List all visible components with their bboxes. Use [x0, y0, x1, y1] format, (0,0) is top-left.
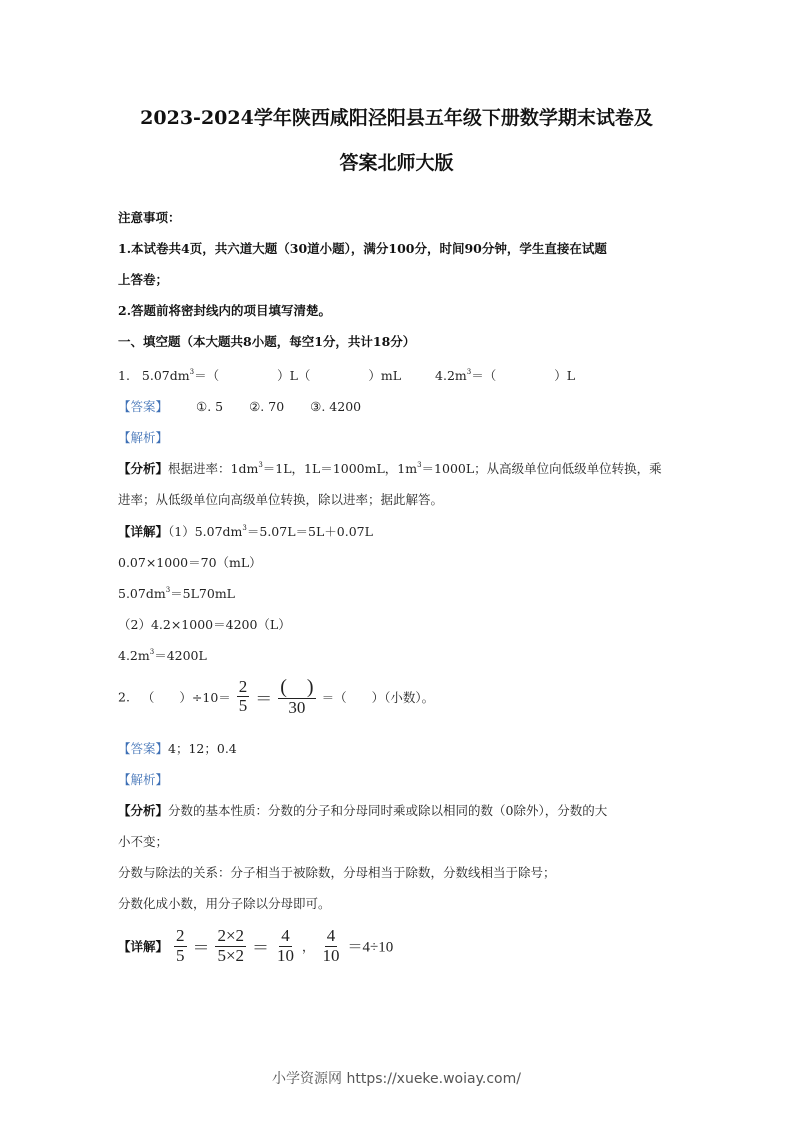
footer-watermark: 小学资源网 https://xueke.woiay.com/	[272, 1071, 521, 1087]
detail-1-calc1: 0.07×1000＝70（mL）	[118, 555, 262, 570]
fenxi-2-line3: 分数与除法的关系：分子相当于被除数，分母相当于除数，分数线相当于除号；	[118, 865, 556, 880]
fraction: $\frac{4}{10}$	[277, 926, 295, 965]
answer-2: ②. 70	[249, 399, 285, 414]
document-title-line1: 2023-2024学年陕西咸阳泾阳县五年级下册数学期末试卷及	[140, 107, 653, 129]
fraction: $\frac{2\times 2}{5\times 2}$	[217, 926, 245, 965]
document-title-line2: 答案北师大版	[339, 152, 454, 174]
fenxi-tag: 【分析】	[118, 803, 169, 818]
detail-1-calc4: $4.2m^3=4200L$	[118, 648, 207, 663]
detail-1-line1: 【详解】$(1)5.07dm^3=5.07L=5L+0.07L$	[118, 524, 373, 539]
fenxi-1-line1: 【分析】根据进率：$1dm^3=1L$，1L＝1000mL，$1m^3=1000L$；从高级单位向低级单位转换，乘	[118, 461, 662, 476]
fenxi-1-line2: 进率；从低级单位向高级单位转换，除以进率；据此解答。	[118, 492, 444, 507]
fraction: $\frac{4}{10}$	[322, 926, 340, 965]
fenxi-tag: 【分析】	[118, 461, 169, 476]
fraction-blank-30: $\frac{( )}{30}$	[280, 676, 314, 717]
answer-row-1	[118, 397, 361, 415]
section-1-heading: 一、填空题（本大题共8小题，每空1分，共计18分）	[118, 334, 416, 349]
notice-heading: 注意事项：	[118, 210, 181, 225]
analysis-tag-1: 【解析】	[118, 430, 169, 445]
analysis-tag-2: 【解析】	[118, 772, 169, 787]
fenxi-2-line1: 【分析】分数的基本性质：分数的分子和分母同时乘或除以相同的数（0除外），分数的大	[118, 803, 608, 818]
detail-tag: 【详解】	[118, 939, 169, 955]
answer-tag: 【答案】	[118, 741, 169, 756]
question-2: 2. （ ）÷10＝ $\frac{2}{5}$ ＝ $\frac{( )}{30}$ ＝（ ）（小数）。	[118, 676, 435, 717]
detail-1-calc3: （2）4.2×1000＝4200（L）	[118, 617, 291, 632]
fraction: $\frac{2}{5}$	[176, 926, 185, 965]
answer-3: ③. 4200	[310, 399, 362, 414]
detail-2: 【详解】 $\frac{2}{5}$ ＝ $\frac{2\times 2}{5\times 2}$ ＝ $\frac{4}{10}$ ， $\frac{4}{10}$ ＝4÷10	[118, 926, 394, 965]
answer-1: ①. 5	[196, 399, 224, 414]
fraction-2-5: $\frac{2}{5}$	[238, 676, 248, 716]
answer-value: 4；12；0.4	[168, 741, 237, 756]
notice-item-1: 1.本试卷共4页，共六道大题（30道小题），满分100分，时间90分钟，学生直接在试题	[118, 241, 607, 256]
notice-item-2: 2.答题前将密封线内的项目填写清楚。	[118, 303, 332, 318]
answer-tag: 【答案】	[118, 399, 169, 414]
answer-row-2	[118, 739, 237, 757]
question-1: 1. $5.07dm^3=$（ ）L（ ）mL $4.2m^3=$（ ）L	[118, 368, 576, 383]
notice-item-1-cont: 上答卷；	[118, 272, 169, 287]
question-number: 2.	[118, 689, 130, 705]
question-number: 1.	[118, 368, 130, 383]
fenxi-2-line2: 小不变；	[118, 834, 169, 849]
detail-tag: 【详解】	[118, 524, 169, 539]
fenxi-2-line4: 分数化成小数，用分子除以分母即可。	[118, 896, 331, 911]
detail-1-calc2: $5.07dm^3=5L70mL$	[118, 586, 235, 601]
